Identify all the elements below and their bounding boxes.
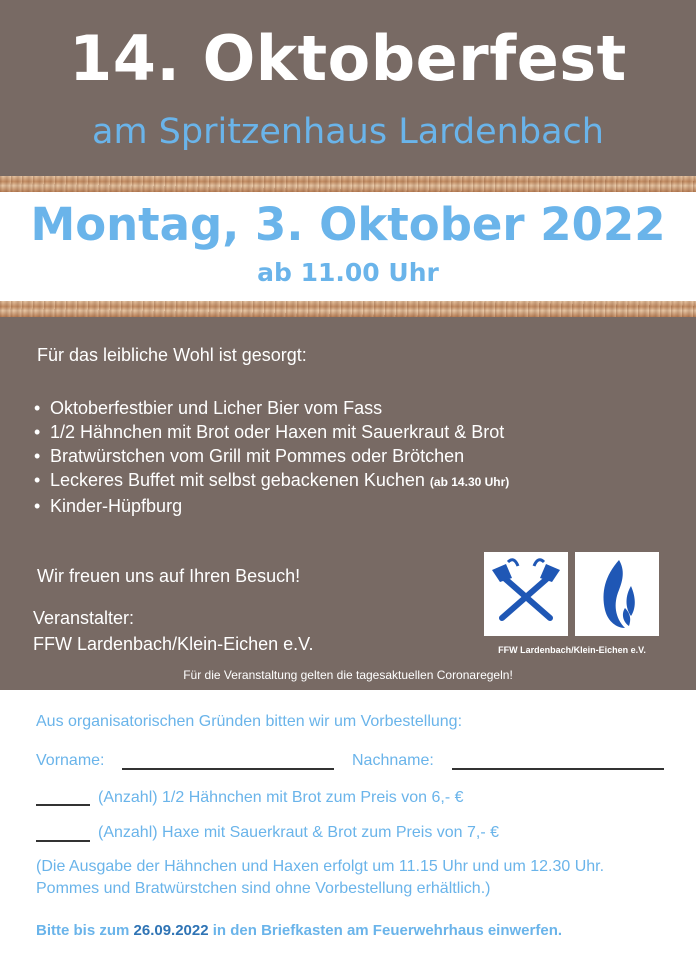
bullet: • [34,446,41,466]
bullet: • [34,398,41,418]
pickup-note-line1: (Die Ausgabe der Hähnchen und Haxen erfolgt um 11.15 Uhr und um 12.30 Uhr. [36,858,605,875]
vorname-label: Vorname: [36,752,105,769]
list-item: • 1/2 Hähnchen mit Brot oder Haxen mit Sauerkraut & Brot [34,422,505,442]
deadline-date: 26.09.2022 [133,922,209,939]
food-intro: Für das leibliche Wohl ist gesorgt: [37,345,307,365]
deadline-text: Bitte bis zum 26.09.2022 in den Briefkasten am Feuerwehrhaus einwerfen. [36,922,563,939]
preorder-form [0,690,696,980]
list-item: • Kinder-Hüpfburg [34,496,183,516]
nachname-field[interactable] [452,768,664,770]
bullet: • [34,496,41,516]
buffet-time-note: (ab 14.30 Uhr) [429,475,510,489]
order-haxe-label: (Anzahl) Haxe mit Sauerkraut & Brot zum Preis von 7,- € [98,824,500,841]
event-time: ab 11.00 Uhr [257,258,439,287]
list-item: • Leckeres Buffet mit selbst gebackenen Kuchen (ab 14.30 Uhr) [34,470,510,490]
logo-caption: FFW Lardenbach/Klein-Eichen e.V. [498,645,646,655]
list-item: • Bratwürstchen vom Grill mit Pommes oder Brötchen [34,446,465,466]
list-item: • Oktoberfestbier und Licher Bier vom Fass [34,398,383,418]
vorname-field[interactable] [122,768,334,770]
order-chicken-label: (Anzahl) 1/2 Hähnchen mit Brot zum Preis von 6,- € [98,789,464,806]
feature-list [34,396,509,518]
quantity-field-haxe[interactable] [36,840,90,842]
pickup-note-line2: Pommes und Bratwürstchen sind ohne Vorbestellung erhältlich.) [36,880,491,897]
page-title: 14. Oktoberfest [69,22,627,95]
thanks-text: Wir freuen uns auf Ihren Besuch! [37,566,301,586]
quantity-field-chicken[interactable] [36,804,90,806]
form-intro: Aus organisatorischen Gründen bitten wir um Vorbestellung: [36,713,463,730]
organizer-label: Veranstalter: [33,608,135,628]
corona-note: Für die Veranstaltung gelten die tagesaktuellen Coronaregeln! [183,668,513,682]
bullet: • [34,422,41,442]
organizer-name: FFW Lardenbach/Klein-Eichen e.V. [33,634,314,654]
event-date: Montag, 3. Oktober 2022 [30,198,666,251]
page-subtitle: am Spritzenhaus Lardenbach [92,112,604,152]
flame-icon [575,552,659,636]
crossed-axes-icon [484,552,568,636]
bullet: • [34,470,41,490]
nachname-label: Nachname: [352,752,434,769]
wood-divider-bottom [0,301,696,317]
wood-divider-top [0,176,696,192]
